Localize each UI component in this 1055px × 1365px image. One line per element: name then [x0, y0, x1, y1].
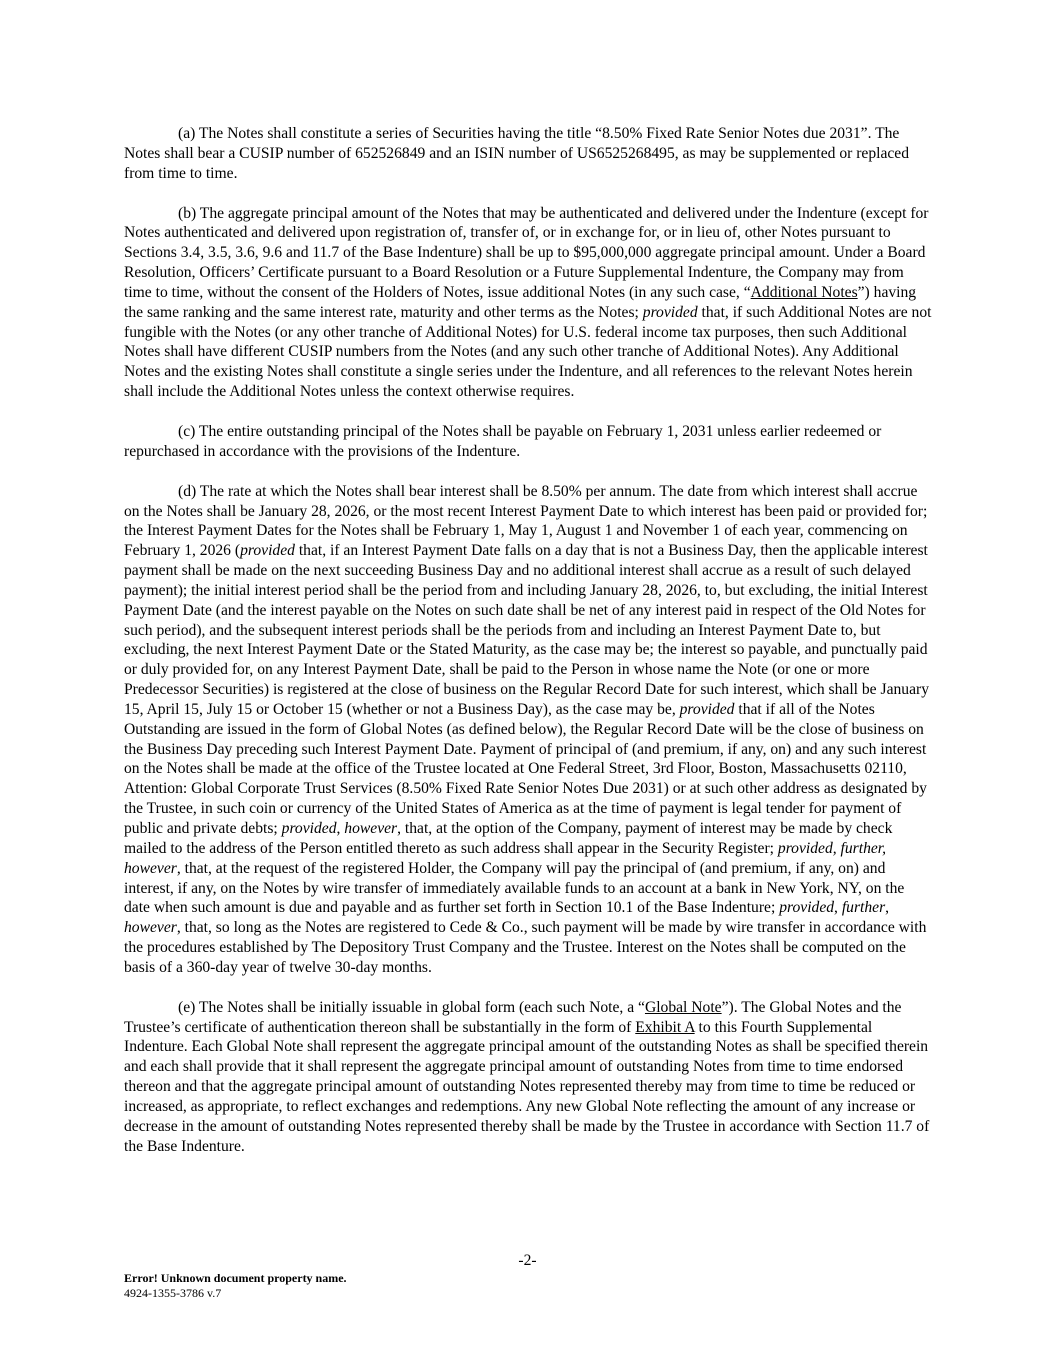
paragraph-e: (e) The Notes shall be initially issuable in global form (each such Note, a “Global Note”). The Global Notes and the Trustee’s certificate of authentication thereon shall be substantially in the form of Exhibit A to this Fourth Supplemental Indenture. Each Global Note shall represent the aggregate principal amount of the outstanding Notes as shall be specified therein and each shall provide that it shall represent the aggregate principal amount of outstanding Notes from time to time endorsed thereon and that the aggregate principal amount of outstanding Notes represented thereby may from time to time be reduced or increased, as appropriate, to reflect exchanges and redemptions. Any new Global Note reflecting the amount of any increase or decrease in the amount of outstanding Notes represented thereby shall be made by the Trustee in accordance with Section 11.7 of the Base Indenture.: [124, 998, 930, 1155]
document-body: [124, 124, 933, 1177]
defined-term-global-note: Global Note: [644, 998, 722, 1016]
footer: [124, 1271, 347, 1301]
page-number: -2-: [518, 1252, 537, 1269]
paragraph-d: (d) The rate at which the Notes shall bear interest shall be 8.50% per annum. The date from which interest shall accrue on the Notes shall be January 28, 2026, or the most recent Interest Payment Date to which interest has been paid or provided for; the Interest Payment Dates for the Notes shall be February 1, May 1, August 1 and November 1 of each year, commencing on February 1, 2026 (provided that, if an Interest Payment Date falls on a day that is not a Business Day, then the applicable interest payment shall be made on the next succeeding Business Day and no additional interest shall accrue as a result of such delayed payment); the initial interest period shall be the period from and including January 28, 2026, to, but excluding, the initial Interest Payment Date (and the interest payable on the Notes on such date shall be net of any interest paid in respect of the Old Notes for such period), and the subsequent interest periods shall be the periods from and including an Interest Payment Date to, but excluding, the next Interest Payment Date or the Stated Maturity, as the case may be; the interest so payable, and punctually paid or duly provided for, on any Interest Payment Date, shall be paid to the Person in whose name the Note (or one or more Predecessor Securities) is registered at the close of business on the Regular Record Date for such interest, which shall be January 15, April 15, July 15 or October 15 (whether or not a Business Day), as the case may be, provided that if all of the Notes Outstanding are issued in the form of Global Notes (as defined below), the Regular Record Date will be the close of business on the Business Day preceding such Interest Payment Date. Payment of principal of (and premium, if any, on) and any such interest on the Notes shall be made at the office of the Trustee located at One Federal Street, 3rd Floor, Boston, Massachusetts 02110, Attention: Global Corporate Trust Services (8.50% Fixed Rate Senior Notes Due 2031) or at such other address as designated by the Trustee, in such coin or currency of the United States of America as at the time of payment is legal tender for payment of public and private debts; provided, however, that, at the option of the Company, payment of interest may be made by check mailed to the address of the Person entitled thereto as such address shall appear in the Security Register; provided, further, however, that, at the request of the registered Holder, the Company will pay the principal of (and premium, if any, on) and interest, if any, on the Notes by wire transfer of immediately available funds to an account at a bank in New York, NY, on the date when such amount is due and payable and as further set forth in Section 10.1 of the Base Indenture; provided, further, however, that, so long as the Notes are registered to Cede & Co., such payment will be made by wire transfer in accordance with the procedures established by The Depository Trust Company and the Trustee. Interest on the Notes shall be computed on the basis of a 360-day year of twelve 30-day months.: [124, 482, 929, 976]
footer-doc-id: 4924-1355-3786 v.7: [124, 1286, 222, 1300]
exhibit-reference: Exhibit A: [635, 1018, 695, 1036]
paragraph-a: (a) The Notes shall constitute a series of Securities having the title “8.50% Fixed Rate Senior Notes due 2031”. The Notes shall bear a CUSIP number of 652526849 and an ISIN number of US6525268495, as may be supplemented or replaced from time to time.: [124, 125, 910, 182]
paragraph-c: (c) The entire outstanding principal of the Notes shall be payable on February 1, 2031 unless earlier redeemed or repurchased in accordance with the provisions of the Indenture.: [124, 422, 882, 460]
paragraph-b: (b) The aggregate principal amount of the Notes that may be authenticated and delivered under the Indenture (except for Notes authenticated and delivered upon registration of, transfer of, or in exchange for, or in lieu of, other Notes pursuant to Sections 3.4, 3.5, 3.6, 9.6 and 11.7 of the Base Indenture) shall be up to $95,000,000 aggregate principal amount. Under a Board Resolution, Officers’ Certificate pursuant to a Board Resolution or a Future Supplemental Indenture, the Company may from time to time, without the consent of the Holders of Notes, issue additional Notes (in any such case, “Additional Notes”) having the same ranking and the same interest rate, maturity and other terms as the Notes; provided that, if such Additional Notes are not fungible with the Notes (or any other tranche of Additional Notes) for U.S. federal income tax purposes, then such Additional Notes shall have different CUSIP numbers from the Notes (and any such other tranche of Additional Notes). Any Additional Notes and the existing Notes shall constitute a single series under the Indenture, and all references to the relevant Notes herein shall include the Additional Notes unless the context otherwise requires.: [124, 204, 932, 401]
footer-error-line: Error! Unknown document property name.: [124, 1271, 347, 1285]
defined-term-additional-notes: Additional Notes: [750, 283, 858, 301]
